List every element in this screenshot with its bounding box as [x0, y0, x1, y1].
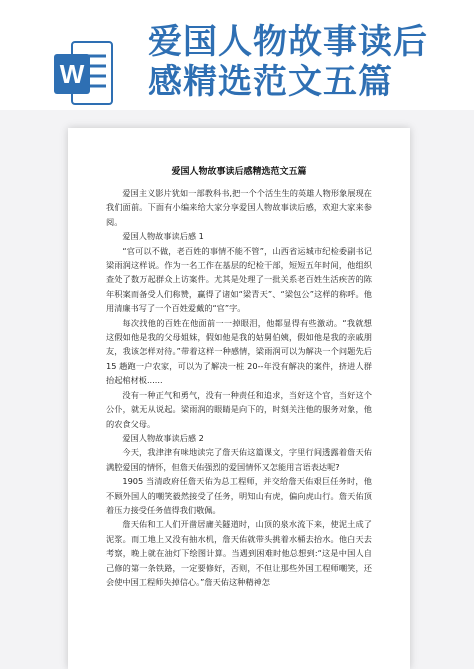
- paragraph: 1905 当清政府任詹天佑为总工程师，并交给詹天佑艰巨任务时，他不顾外国人的嘲笑毅然接受了任务，明知山有虎，偏向虎山行。詹天佑顶着压力接受任务值得我们敬佩。: [106, 476, 372, 515]
- section-heading-1: 爱国人物故事读后感 1: [122, 231, 204, 242]
- paragraph: 詹天佑和工人们开凿居庸关隧道时，山顶的泉水流下来，使泥土成了泥浆。而工地上又没有抽水机，詹天佑就带头挑着水桶去抬水。他白天去考察，晚上就在油灯下绘图计算。当遇到困难时他总想到:“这是中国人自己修的第一条铁路，一定要修好，否则，不但让那些外国工程师嘲笑，还会使中国工程师失掉信心。”詹天佑这种精神怎: [106, 519, 372, 587]
- document-page: [68, 128, 410, 669]
- section-heading-2: 爱国人物故事读后感 2: [122, 432, 204, 443]
- title-line-2: 感精选范文五篇: [148, 62, 393, 102]
- title-line-1: 爱国人物故事读后: [148, 22, 428, 62]
- paragraph: “官可以不做，老百姓的事情不能不管”，山西省运城市纪检委副书记梁雨润这样说。作为一名工作在基层的纪检干部，短短五年时间，他组织查处了数万起群众上访案件。尤其是处理了一批关系老百姓生活疾苦的陈年积案而备受人们称赞，赢得了诸如“梁青天”、“梁包公”这样的称呼。他用清廉书写了一个百姓爱戴的“官”字。: [106, 245, 372, 314]
- paragraph-intro: 爱国主义影片犹如一部教科书,把一个个活生生的英雄人物形象展现在我们面前。下面有小编来给大家分享爱国人物故事读后感，欢迎大家来参阅。: [106, 188, 372, 227]
- word-document-icon: [54, 40, 114, 108]
- svg-text:W: W: [59, 59, 85, 89]
- document-body: [106, 186, 372, 589]
- paragraph: 每次找他的百姓在他面前一一掉眼泪，他都显得有些激动。“我就想这假如他是我的父母姐妹，假如他是我的姑舅伯姨，假如他是我的亲戚朋友，我该怎样对待。”带着这样一种感情，梁雨润可以为解决一个问题先后 15 趟跑一户农家，可以为了解决一桩 20--年没有解决的案件，挤进人群抬起棺材板......: [106, 317, 372, 386]
- document-title: 爱国人物故事读后感精选范文五篇: [171, 167, 307, 177]
- header-band: [0, 0, 474, 110]
- paragraph: 没有一种正气和勇气，没有一种责任和追求，当好这个官，当好这个公仆，就无从说起。梁雨润的眼睛是向下的，时刻关注他的服务对象，他的农食父母。: [106, 389, 372, 429]
- paragraph: 今天，我津津有味地读完了詹天佑这篇课文，字里行间透露着詹天佑满腔爱国的情怀，但詹天佑强烈的爱国情怀又怎能用言语表达呢?: [106, 447, 372, 472]
- page-title: [148, 22, 428, 102]
